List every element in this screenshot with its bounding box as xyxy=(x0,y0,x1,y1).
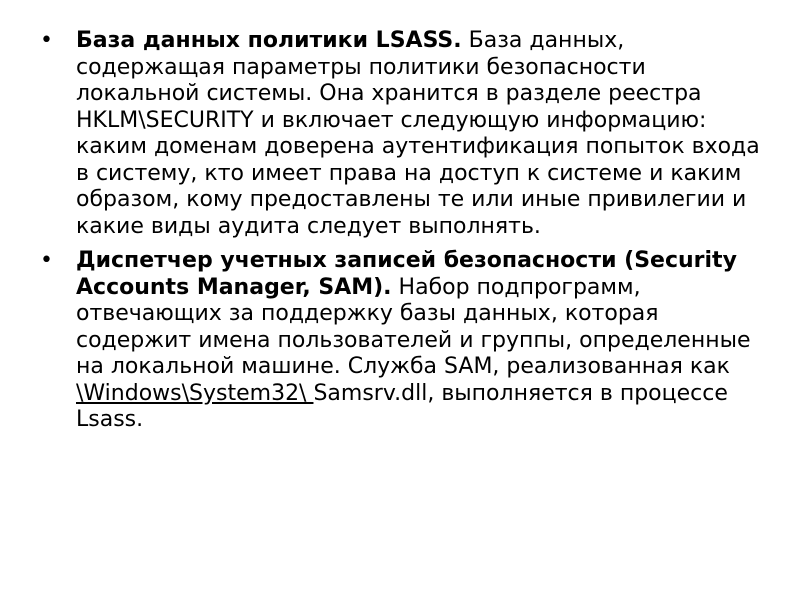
bullet-item-lsass-policy-db xyxy=(40,28,770,240)
path-link[interactable]: \Windows\System32\ xyxy=(76,380,314,406)
bullet-description: База данных, содержащая параметры политики безопасности локальной системы. Она хранится в разделе реестра HKLM\SECURITY и включает следующую информацию: каким доменам доверена аутентификация попыток входа в систему, кто имеет права на доступ к системе и каким образом, кому предоставлены те или иные привилегии и какие виды аудита следует выполнять. xyxy=(76,28,760,239)
bullet-marker: • xyxy=(40,28,53,53)
bullet-list xyxy=(40,28,770,442)
bullet-item-sam xyxy=(40,248,770,434)
bullet-description: Набор подпрограмм, отвечающих за поддержку базы данных, которая содержит имена пользователей и группы, определенные на локальной машине. Служба SAM, реализованная как xyxy=(76,274,751,379)
bullet-term: База данных политики LSASS. xyxy=(76,28,462,53)
bullet-description-end: Samsrv.dll, выполняется в процессе Lsass. xyxy=(76,380,728,432)
bullet-marker: • xyxy=(40,248,53,273)
bullet-term: Диспетчер учетных записей безопасности (Security Accounts Manager, SAM). xyxy=(76,248,737,300)
